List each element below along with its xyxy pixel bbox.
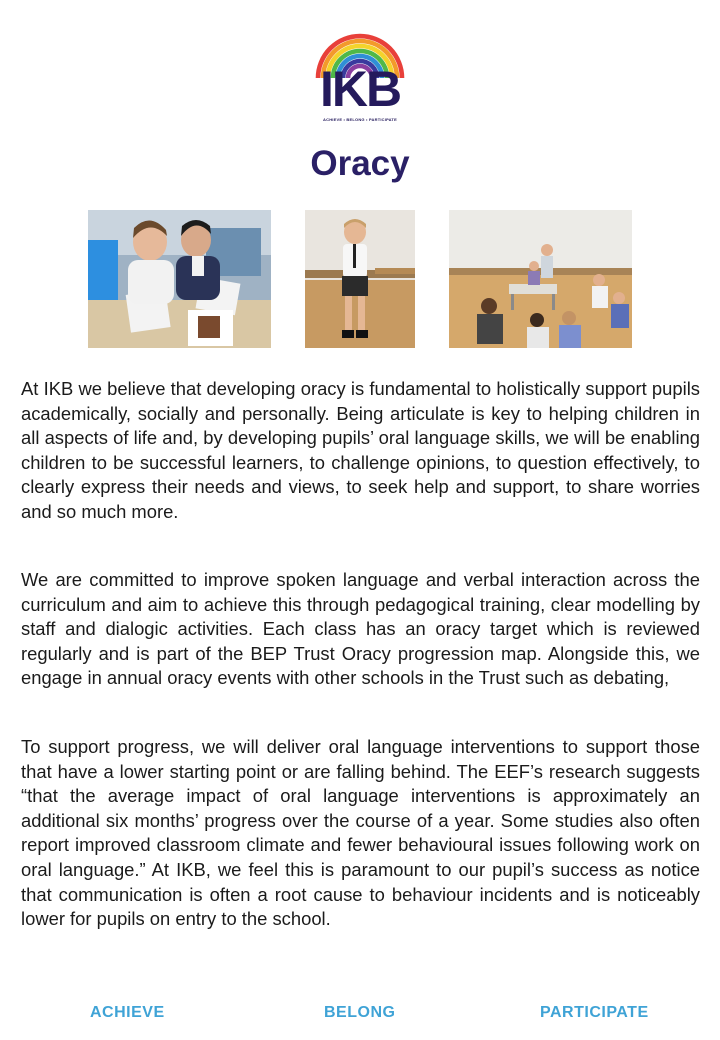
pupil-standing-icon xyxy=(305,210,415,348)
page-title: Oracy xyxy=(310,144,410,183)
logo-motto: ACHIEVE • BELONG • PARTICIPATE xyxy=(323,117,397,122)
footer-achieve: ACHIEVE xyxy=(90,1004,165,1021)
paragraph-intro: At IKB we believe that developing oracy is fundamental to holistically support pupils academically, socially and personally. Being articulate is key to helping children in all aspects of life and, by developing pupils’ oral language skills, we will be enabling children to be successful learners, to challenge opinions, to question effectively, to clearly express their needs and views, to seek help and support, to share worries and so much more. xyxy=(21,378,700,522)
photo-pupils-reading xyxy=(88,210,271,348)
two-pupils-reading-icon xyxy=(88,210,271,348)
photo-pupil-standing xyxy=(305,210,415,348)
photo-group-discussion xyxy=(449,210,632,348)
paragraph-interventions: To support progress, we will deliver oral language interventions to support those that have a lower starting point or are falling behind. The EEF’s research suggests “that the average impact of oral language interventions is approximately an additional six months’ progress over the course of a year. Some studies also often report improved classroom climate and fewer behavioural issues following work on oral language.” At IKB, we feel this is paramount to our pupil’s success as notice that communication is often a root cause to behaviour incidents and is noticeably lower for pupils on entry to the school. xyxy=(21,736,700,930)
logo-letters: IKB xyxy=(319,61,401,117)
paragraph-commitment: We are committed to improve spoken language and verbal interaction across the curriculum and aim to achieve this through pedagogical training, clear modelling by staff and dialogic activities. Each class has an oracy target which is reviewed regularly and is part of the BEP Trust Oracy progression map. Alongside this, we engage in annual oracy events with other schools in the Trust such as debating, xyxy=(21,569,700,689)
footer-participate: PARTICIPATE xyxy=(540,1004,649,1021)
group-circle-discussion-icon xyxy=(449,210,632,348)
footer-belong: BELONG xyxy=(324,1004,396,1021)
school-logo xyxy=(312,22,408,128)
